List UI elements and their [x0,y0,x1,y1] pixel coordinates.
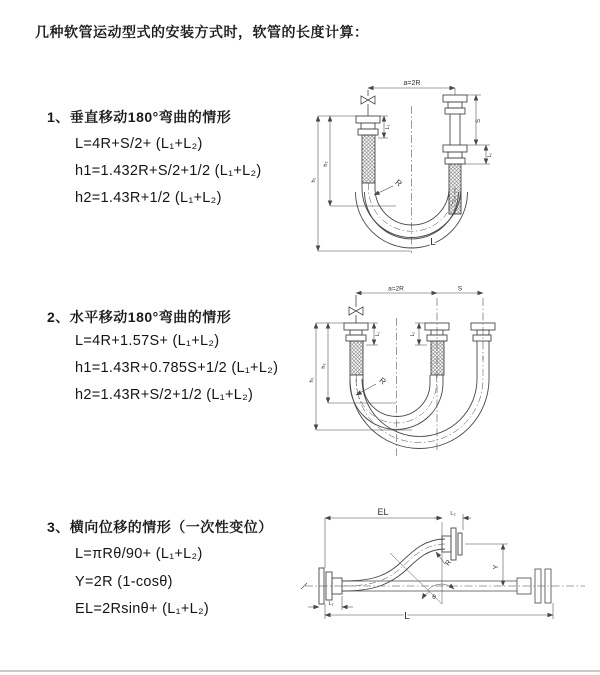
dim-l1-label: L₁ [375,331,381,337]
left-flange-fitting [344,323,368,375]
diagram-horizontal-180-bend [300,278,600,478]
section1-heading: 1、垂直移动180°弯曲的情形 [47,109,232,125]
valve-icon [361,90,375,116]
dim-l2-label: L₂ [450,511,456,517]
diagram-vertical-180-bend [300,68,590,263]
dim-y-lines [465,544,508,586]
length-L-label: L [430,237,436,248]
dim-l2-label: L₂ [487,152,493,158]
page-title: 几种软管运动型式的安装方式时，软管的长度计算： [35,24,369,40]
angle-theta-label: θ [432,594,436,601]
dim-l2-label: L₂ [410,331,416,337]
section3-formula-Y: Y=2R (1-cosθ) [75,574,173,590]
radius-leader [356,384,376,395]
section2-formula-L: L=4R+1.57S+ (L₁+L₂) [75,333,220,349]
section3-heading: 3、横向位移的情形（一次性变位） [47,519,273,535]
dim-a-label: a=2R [388,285,404,293]
radius-label: R [377,375,388,387]
dim-s-label: S [457,285,463,293]
section3-formula-EL: EL=2Rsinθ+ (L₁+L₂) [75,601,210,617]
section1-formula-L: L=4R+S/2+ (L₁+L₂) [75,136,203,152]
radius-leader [374,186,393,195]
dim-h-lines [316,323,412,430]
section2-formula-h1: h1=1.43R+0.785S+1/2 (L₁+L₂) [75,360,279,376]
dim-l-label: L [404,611,410,622]
radius-label: R [444,559,454,568]
dim-a-2R [368,88,455,95]
dim-l1-label: L₁ [385,124,391,130]
section2-formula-h2: h2=1.43R+S/2+1/2 (L₁+L₂) [75,387,254,403]
section3-formula-L: L=πRθ/90+ (L₁+L₂) [75,546,203,562]
section2-heading: 2、水平移动180°弯曲的情形 [47,309,232,325]
dim-h2-label: h₂ [323,161,329,167]
dim-l1-label: L₁ [328,601,334,607]
dim-s-label: S [476,118,482,124]
centerlines [397,298,484,456]
dim-y-label: Y [493,564,500,570]
displaced-hose-curve [342,539,445,591]
radius-label: R [393,177,404,189]
dim-a-label: a=2R [403,80,421,87]
left-flange-fitting [356,116,380,183]
scan-edge-artifact [0,670,600,672]
dim-el-label: EL [377,507,389,517]
diagram-lateral-displacement [295,500,600,650]
dim-l-lines [325,603,553,619]
hose-u-bend-displaced [350,353,489,449]
dim-h1-label: h₁ [309,377,315,383]
section1-formula-h2: h2=1.43R+1/2 (L₁+L₂) [75,190,222,206]
dim-h1-label: h₁ [311,177,317,183]
valve-icon [349,295,363,323]
dim-el-lines [325,518,442,568]
section1-formula-h1: h1=1.432R+S/2+1/2 (L₁+L₂) [75,163,262,179]
dim-h2-label: h₂ [321,363,327,369]
radius-leader [436,552,445,564]
